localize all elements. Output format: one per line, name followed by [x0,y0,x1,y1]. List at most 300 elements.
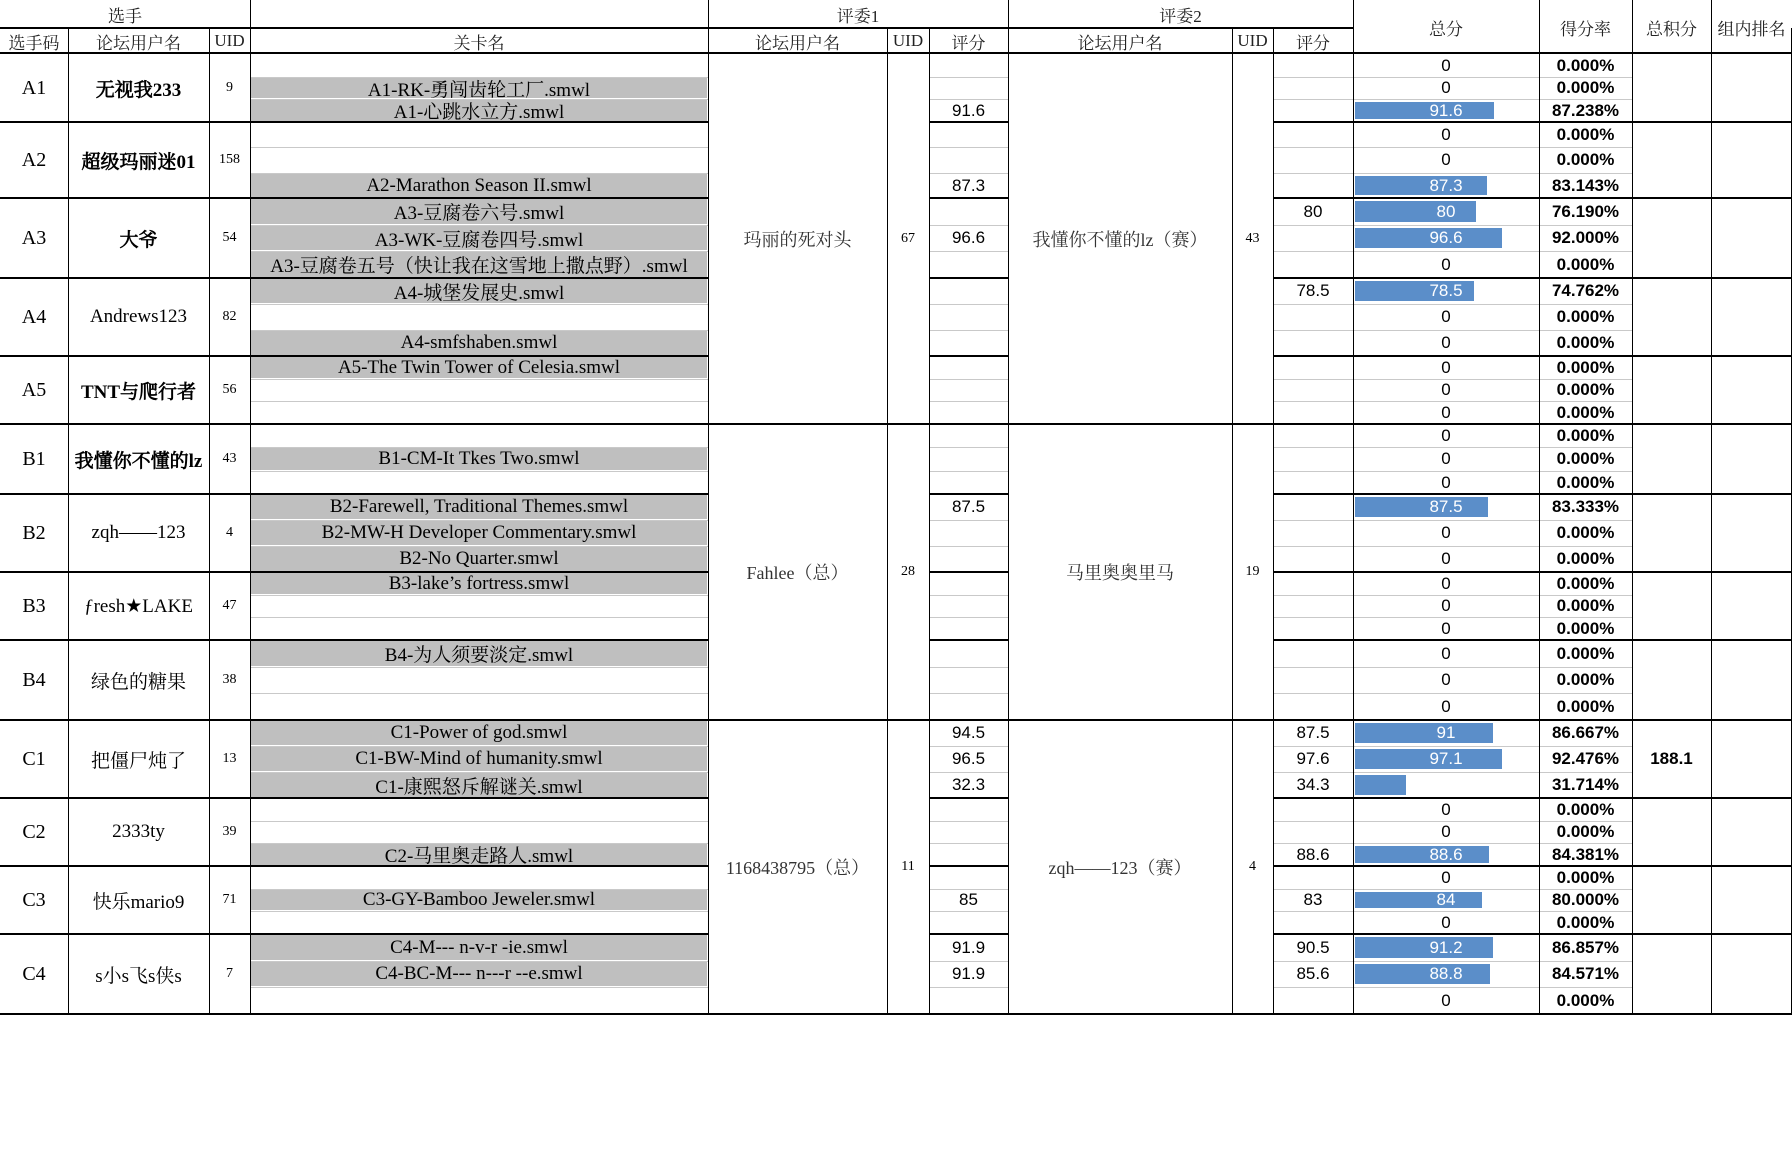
score-rate: 92.476% [1551,749,1620,768]
total-score: 87.5 [1429,497,1463,516]
row-divider [929,251,1008,252]
level-name[interactable]: C4-M--- n-v-r -ie.smwl [390,936,568,958]
total-points [1632,356,1711,424]
total-points [1632,54,1711,122]
score-rate: 92.000% [1551,228,1620,247]
judge1-score [929,424,1008,447]
total-score: 0 [1441,573,1451,593]
row-divider [1353,889,1632,890]
player-code: C1 [22,747,46,770]
level-name[interactable]: C3-GY-Bamboo Jeweler.smwl [362,889,596,910]
row-divider [929,617,1008,618]
player-code: A2 [21,148,47,171]
judge2-score [1273,77,1353,99]
total-score: 87.3 [1429,175,1463,195]
row-divider [250,617,708,618]
total-points [1632,198,1711,278]
player-uid: 71 [222,892,237,907]
score-rate: 0.000% [1556,912,1615,932]
row-divider [929,961,1008,962]
judge1-username[interactable]: 玛丽的死对头 [743,230,852,250]
player-username[interactable]: TNT与爬行者 [80,381,197,403]
judge1-score: 85 [959,890,978,909]
total-score: 0 [1441,357,1451,377]
level-name [250,122,708,147]
column-line [1008,28,1009,1014]
row-divider [1273,911,1353,912]
total-score: 0 [1441,150,1451,169]
total-score: 0 [1441,523,1451,542]
judge1-score [929,987,1008,1014]
judge2-score: 34.3 [1296,775,1330,794]
column-line [68,28,69,1014]
total-score: 0 [1441,78,1451,97]
level-name [250,424,708,447]
header-player-code: 选手码 [8,33,60,53]
row-divider [1353,772,1632,773]
header-divider [0,27,1353,29]
judge2-score [1273,54,1353,77]
row-divider [1273,99,1353,100]
level-name [250,304,708,330]
row-divider [929,693,1008,694]
column-line [1353,0,1354,28]
level-name[interactable]: A2-Marathon Season II.smwl [366,174,592,196]
column-line [708,28,709,1014]
header-group-judge1: 评委1 [836,6,880,26]
row-divider [250,821,708,822]
judge2-score: 88.6 [1296,844,1330,864]
row-divider [929,520,1008,521]
row-divider [929,77,1008,78]
level-name[interactable]: A3-WK-豆腐卷四号.smwl [374,229,584,251]
judge2-score [1273,401,1353,424]
level-name[interactable]: B3-lake’s fortress.smwl [388,572,570,594]
row-divider [929,911,1008,912]
row-divider [1353,401,1632,402]
total-score: 0 [1441,449,1451,468]
total-score: 0 [1441,618,1451,638]
score-rate: 87.238% [1551,100,1620,120]
total-points [1632,424,1711,494]
judge1-score [929,640,1008,667]
player-username[interactable]: 超级玛丽迷01 [81,151,196,173]
score-rate: 83.333% [1551,497,1620,516]
total-points: 188.1 [1650,749,1693,768]
judge2-score [1273,424,1353,447]
row-divider [929,471,1008,472]
row-divider [1273,330,1353,331]
score-rate: 0.000% [1556,573,1615,593]
header-judge2-user: 论坛用户名 [1077,33,1163,53]
score-rate: 0.000% [1556,596,1615,615]
row-divider [929,225,1008,226]
judge2-score [1273,546,1353,572]
judge1-score [929,356,1008,379]
row-divider [1353,77,1632,78]
level-name[interactable]: B1-CM-It Tkes Two.smwl [378,448,580,469]
judge1-score [929,843,1008,866]
level-name[interactable]: A5-The Twin Tower of Celesia.smwl [337,356,621,378]
score-rate: 83.143% [1551,175,1620,195]
player-code: B3 [22,594,46,617]
judge1-score: 96.5 [951,749,986,768]
level-name[interactable]: A1-心跳水立方.smwl [393,102,565,122]
row-divider [929,843,1008,844]
total-score: 0 [1441,670,1451,689]
row-divider [250,147,708,148]
row-divider [1273,693,1353,694]
row-divider [929,746,1008,747]
row-divider [1353,617,1632,618]
group-rank [1711,122,1792,198]
total-score: 88.6 [1429,844,1463,864]
score-rate: 0.000% [1556,357,1615,377]
level-name [250,821,708,843]
row-divider [250,520,708,521]
judge1-score [929,595,1008,617]
judge1-score [929,251,1008,278]
row-divider [1353,447,1632,448]
judge1-score [929,798,1008,821]
player-uid: 158 [219,152,240,167]
group-rank [1711,54,1792,122]
total-score: 0 [1441,333,1451,352]
judge1-score: 96.6 [951,228,986,247]
row-divider [1273,667,1353,668]
judge2-username[interactable]: zqh——123（赛） [1048,858,1192,878]
row-divider [1353,520,1632,521]
level-name[interactable]: A4-smfshaben.smwl [400,332,558,353]
total-score: 0 [1441,402,1451,422]
row-divider [1273,821,1353,822]
total-score: 0 [1441,596,1451,615]
level-name [250,617,708,640]
header-judge2-score: 评分 [1296,33,1330,53]
level-name [250,911,708,934]
row-divider [1353,693,1632,694]
score-rate: 0.000% [1556,549,1615,568]
row-divider [1273,471,1353,472]
row-divider [1273,77,1353,78]
row-divider [250,173,708,174]
group-rank [1711,934,1792,1014]
judge1-score [929,471,1008,494]
judge2-score: 80 [1303,201,1323,221]
judge2-score [1273,173,1353,198]
player-uid: 56 [222,382,237,397]
total-score: 0 [1441,643,1451,663]
level-name [250,471,708,494]
row-divider [1273,147,1353,148]
player-username[interactable]: Andrews123 [89,306,188,327]
row-divider [1353,225,1632,226]
column-line [209,28,210,1014]
row-divider [1353,821,1632,822]
judge1-score [929,693,1008,720]
judge1-score [929,379,1008,401]
row-divider [250,379,708,380]
judge2-score [1273,356,1353,379]
player-username[interactable]: 快乐mario9 [92,891,185,913]
total-score: 0 [1441,124,1451,144]
judge2-uid: 4 [1249,859,1256,874]
score-rate: 0.000% [1556,670,1615,689]
judge1-username[interactable]: Fahlee（总） [746,563,849,583]
row-divider [250,225,708,226]
judge2-score [1273,147,1353,173]
judge2-username[interactable]: 马里奥奥里马 [1066,563,1174,583]
judge1-score: 87.5 [951,497,986,516]
row-divider [929,889,1008,890]
row-divider [1273,447,1353,448]
total-points [1632,278,1711,356]
player-code: C4 [22,962,46,985]
level-name[interactable]: C1-康熙怒斥解谜关.smwl [375,776,583,798]
judge2-score [1273,987,1353,1014]
row-divider [929,147,1008,148]
player-username[interactable]: 我懂你不懂的lz [74,450,203,472]
score-rate: 0.000% [1556,696,1615,716]
judge2-score [1273,693,1353,720]
row-divider [250,77,708,78]
column-line [1632,28,1633,1014]
row-divider [1353,911,1632,912]
row-divider [1273,987,1353,988]
judge2-score [1273,494,1353,520]
judge1-uid: 28 [901,564,915,579]
row-divider [1273,401,1353,402]
total-score: 33.3 [1429,775,1463,794]
score-rate: 0.000% [1556,307,1615,326]
level-name [250,595,708,617]
column-line [1539,0,1540,28]
level-name[interactable]: A4-城堡发展史.smwl [393,282,565,304]
row-divider [929,330,1008,331]
row-divider [929,667,1008,668]
judge2-uid: 43 [1245,231,1260,246]
total-score: 78.5 [1429,281,1463,300]
player-username[interactable]: 大爷 [119,229,158,251]
row-divider [1273,961,1353,962]
row-divider [250,401,708,402]
row-divider [250,546,708,547]
score-rate: 74.762% [1551,281,1620,300]
header-total-points: 总积分 [1646,19,1697,39]
row-divider [1353,147,1632,148]
header-group-player: 选手 [108,6,142,26]
judge1-score [929,77,1008,99]
player-code: A4 [21,305,47,328]
player-username[interactable]: ƒresh★LAKE [84,595,193,617]
judge2-score: 97.6 [1296,749,1330,768]
row-divider [1353,251,1632,252]
column-line [1353,28,1354,1014]
player-username[interactable]: 无视我233 [95,79,182,101]
player-uid: 54 [222,230,237,245]
total-score: 0 [1441,990,1451,1010]
column-line [1273,28,1274,1014]
judge2-score [1273,640,1353,667]
level-name[interactable]: B4-为人须要淡定.smwl [384,645,574,666]
row-divider [250,987,708,988]
total-score: 91.6 [1429,100,1463,120]
group-rank [1711,356,1792,424]
player-code: C3 [22,888,46,911]
player-uid: 82 [222,309,237,324]
judge1-score: 91.9 [951,937,986,957]
judge2-uid: 19 [1245,564,1260,579]
player-code: B2 [22,521,46,544]
level-name [250,693,708,720]
row-divider [1273,173,1353,174]
row-divider [1353,746,1632,747]
row-divider [1273,772,1353,773]
level-name [250,54,708,77]
judge2-score [1273,572,1353,595]
judge1-score [929,122,1008,147]
player-username[interactable]: s小s飞s侠s [95,965,182,987]
judge1-score: 87.3 [951,175,986,195]
judge2-score [1273,251,1353,278]
header-total: 总分 [1429,19,1463,39]
total-score: 0 [1441,822,1451,841]
player-code: A1 [21,76,47,99]
player-username[interactable]: 绿色的糖果 [90,671,186,693]
row-divider [929,304,1008,305]
player-uid: 4 [226,525,233,540]
judge1-score [929,147,1008,173]
judge2-score [1273,798,1353,821]
judge1-score [929,911,1008,934]
total-score: 84 [1436,890,1456,909]
total-score: 96.6 [1429,228,1463,247]
judge2-username[interactable]: 我懂你不懂的lz（赛） [1032,230,1208,250]
judge2-score [1273,520,1353,546]
row-divider [250,99,708,100]
column-line [887,28,888,1014]
total-score: 0 [1441,867,1451,887]
judge1-score [929,54,1008,77]
score-rate: 31.714% [1551,775,1620,794]
row-divider [1273,251,1353,252]
row-divider [1273,304,1353,305]
column-line [1008,0,1009,28]
level-name[interactable]: C4-BC-M--- n---r --e.smwl [375,963,583,984]
judge2-score: 90.5 [1296,937,1330,957]
judge1-score [929,821,1008,843]
score-rate: 86.667% [1551,723,1620,742]
row-divider [250,911,708,912]
row-divider [1353,330,1632,331]
row-divider [1273,889,1353,890]
level-name[interactable]: C1-Power of god.smwl [390,722,568,743]
judge1-uid: 67 [901,231,915,246]
judge1-score: 91.6 [951,100,986,120]
score-rate: 0.000% [1556,799,1615,819]
row-divider [1353,173,1632,174]
total-score: 0 [1441,472,1451,492]
row-divider [250,772,708,773]
judge1-score [929,617,1008,640]
row-divider [929,595,1008,596]
row-divider [1353,595,1632,596]
row-divider [1273,595,1353,596]
total-score: 0 [1441,55,1451,75]
total-points [1632,494,1711,572]
group-rank [1711,198,1792,278]
judge1-score [929,546,1008,572]
level-name[interactable]: A3-豆腐卷五号（快让我在这雪地上撒点野）.smwl [270,256,688,277]
row-divider [1353,667,1632,668]
player-uid: 7 [226,966,233,981]
level-name[interactable]: C1-BW-Mind of humanity.smwl [355,748,603,769]
group-rank [1711,798,1792,866]
row-divider [250,667,708,668]
judge1-score [929,304,1008,330]
level-name[interactable]: A3-豆腐卷六号.smwl [393,203,565,224]
level-name[interactable]: B2-No Quarter.smwl [399,548,559,569]
column-line [1539,28,1540,1014]
judge1-score [929,520,1008,546]
level-name [250,401,708,424]
level-name [250,798,708,821]
judge1-score [929,667,1008,693]
score-rate: 84.571% [1551,964,1620,983]
score-rate: 0.000% [1556,449,1615,468]
judge2-score [1273,304,1353,330]
judge1-uid: 11 [901,859,915,874]
player-username[interactable]: 把僵尸炖了 [90,750,186,772]
total-score: 80 [1436,201,1456,221]
level-name[interactable]: C2-马里奥走路人.smwl [384,846,574,866]
row-divider [1273,746,1353,747]
score-rate: 0.000% [1556,150,1615,169]
row-divider [250,330,708,331]
group-rank [1711,640,1792,720]
judge2-score [1273,122,1353,147]
row-divider [250,595,708,596]
column-line [1711,28,1712,1014]
judge1-score: 32.3 [951,775,986,794]
score-rate: 0.000% [1556,402,1615,422]
score-rate: 0.000% [1556,822,1615,841]
judge2-score [1273,330,1353,356]
player-username[interactable]: 2333ty [112,821,165,842]
total-points [1632,572,1711,640]
score-rate: 0.000% [1556,643,1615,663]
total-points [1632,866,1711,934]
header-forum-user: 论坛用户名 [96,33,181,53]
level-name [250,866,708,889]
level-name[interactable]: B2-Farewell, Traditional Themes.smwl [329,496,629,517]
score-rate: 0.000% [1556,618,1615,638]
level-name[interactable]: B2-MW-H Developer Commentary.smwl [321,522,637,543]
group-rank [1711,720,1792,798]
player-username[interactable]: zqh——123 [91,522,186,543]
column-line [1232,28,1233,1014]
row-divider [250,471,708,472]
level-name [250,667,708,693]
judge2-score: 78.5 [1296,281,1330,300]
judge1-score [929,447,1008,471]
judge2-score [1273,99,1353,122]
level-name[interactable]: A1-RK-勇闯齿轮工厂.smwl [367,79,591,99]
score-rate: 0.000% [1556,425,1615,445]
total-points [1632,122,1711,198]
judge1-username[interactable]: 1168438795（总） [725,858,870,878]
header-group-rank: 组内排名 [1717,19,1786,39]
